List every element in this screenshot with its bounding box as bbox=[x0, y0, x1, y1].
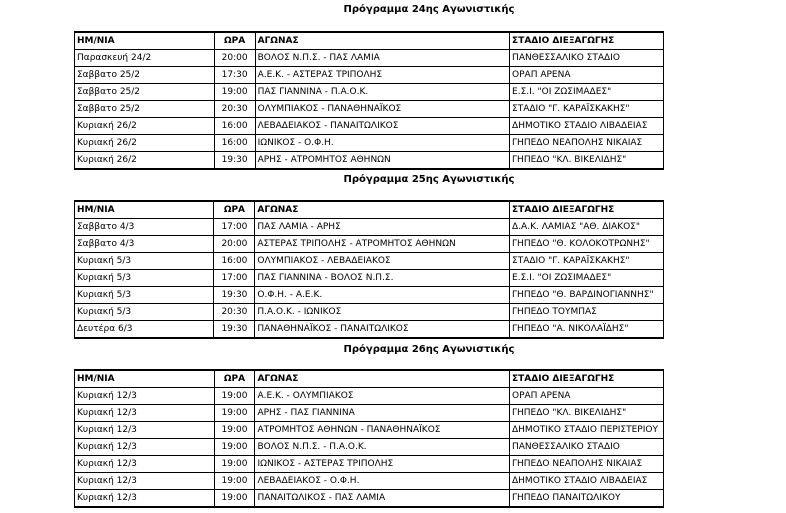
cell-time: 17:00 bbox=[214, 270, 255, 287]
cell-date: Κυριακή 26/2 bbox=[75, 118, 215, 135]
table-row bbox=[75, 101, 664, 118]
cell-match: ΠΑΣ ΓΙΑΝΝΙΝΑ - Π.Α.Ο.Κ. bbox=[255, 84, 509, 101]
cell-time: 19:30 bbox=[214, 321, 255, 339]
cell-time: 19:00 bbox=[214, 388, 255, 405]
cell-venue: ΟΡΑΠ ΑΡΕΝΑ bbox=[510, 67, 664, 84]
cell-time: 20:30 bbox=[214, 101, 255, 118]
cell-time: 19:00 bbox=[214, 490, 255, 508]
cell-date: Σαββατο 25/2 bbox=[75, 67, 215, 84]
cell-match: ΟΛΥΜΠΙΑΚΟΣ - ΠΑΝΑΘΗΝΑΪΚΟΣ bbox=[255, 101, 509, 118]
table-row bbox=[75, 388, 664, 405]
cell-match: ΒΟΛΟΣ Ν.Π.Σ. - Π.Α.Ο.Κ. bbox=[255, 439, 510, 456]
cell-match: ΛΕΒΑΔΕΙΑΚΟΣ - ΠΑΝΑΙΤΩΛΙΚΟΣ bbox=[255, 118, 509, 135]
table-row bbox=[75, 84, 664, 101]
cell-date: Δευτέρα 6/3 bbox=[75, 321, 214, 339]
table-row bbox=[75, 152, 664, 170]
round-25-title: Πρόγραμμα 25ης Αγωνιστικής bbox=[343, 174, 515, 185]
header-date: ΗΜ/ΝΙΑ bbox=[75, 32, 215, 50]
cell-match: ΑΣΤΕΡΑΣ ΤΡΙΠΟΛΗΣ - ΑΤΡΟΜΗΤΟΣ ΑΘΗΝΩΝ bbox=[255, 236, 510, 253]
table-row bbox=[75, 253, 664, 270]
cell-venue: ΣΤΑΔΙΟ "Γ. ΚΑΡΑΪΣΚΑΚΗΣ" bbox=[510, 101, 664, 118]
table-row bbox=[75, 490, 664, 508]
cell-venue: Ε.Σ.Ι. "ΟΙ ΖΩΣΙΜΑΔΕΣ" bbox=[510, 270, 664, 287]
cell-date: Κυριακή 5/3 bbox=[75, 287, 214, 304]
cell-venue: Δ.Α.Κ. ΛΑΜΙΑΣ "ΑΘ. ΔΙΑΚΟΣ" bbox=[510, 219, 664, 236]
cell-venue: ΔΗΜΟΤΙΚΟ ΣΤΑΔΙΟ ΛΙΒΑΔΕΙΑΣ bbox=[510, 118, 664, 135]
cell-time: 19:30 bbox=[214, 152, 255, 170]
cell-date: Κυριακή 12/3 bbox=[75, 439, 215, 456]
cell-venue: ΣΤΑΔΙΟ "Γ. ΚΑΡΑΪΣΚΑΚΗΣ" bbox=[510, 253, 664, 270]
table-row bbox=[75, 270, 664, 287]
cell-match: ΑΤΡΟΜΗΤΟΣ ΑΘΗΝΩΝ - ΠΑΝΑΘΗΝΑΪΚΟΣ bbox=[255, 422, 510, 439]
table-row bbox=[75, 135, 664, 152]
table-row bbox=[75, 287, 664, 304]
cell-venue: ΓΗΠΕΔΟ "ΚΛ. ΒΙΚΕΛΙΔΗΣ" bbox=[510, 405, 664, 422]
cell-venue: ΔΗΜΟΤΙΚΟ ΣΤΑΔΙΟ ΛΙΒΑΔΕΙΑΣ bbox=[510, 473, 664, 490]
round-24-title: Πρόγραμμα 24ης Αγωνιστικής bbox=[343, 4, 515, 15]
table-row bbox=[75, 50, 664, 67]
cell-date: Σαββατο 4/3 bbox=[75, 219, 214, 236]
cell-venue: Ε.Σ.Ι. "ΟΙ ΖΩΣΙΜΑΔΕΣ" bbox=[510, 84, 664, 101]
table-header-row bbox=[75, 370, 664, 388]
cell-date: Κυριακή 5/3 bbox=[75, 304, 214, 321]
header-time: ΩΡΑ bbox=[214, 201, 255, 219]
header-match: ΑΓΩΝΑΣ bbox=[255, 201, 510, 219]
cell-time: 17:30 bbox=[214, 67, 255, 84]
cell-date: Κυριακή 12/3 bbox=[75, 456, 215, 473]
table-row bbox=[75, 304, 664, 321]
cell-venue: ΓΗΠΕΔΟ ΤΟΥΜΠΑΣ bbox=[510, 304, 664, 321]
cell-match: ΒΟΛΟΣ Ν.Π.Σ. - ΠΑΣ ΛΑΜΙΑ bbox=[255, 50, 509, 67]
cell-date: Κυριακή 26/2 bbox=[75, 152, 215, 170]
header-date: ΗΜ/ΝΙΑ bbox=[75, 370, 215, 388]
round-26-table bbox=[74, 369, 664, 508]
table-row bbox=[75, 219, 664, 236]
header-time: ΩΡΑ bbox=[214, 370, 255, 388]
cell-time: 19:00 bbox=[214, 456, 255, 473]
cell-match: ΙΩΝΙΚΟΣ - ΑΣΤΕΡΑΣ ΤΡΙΠΟΛΗΣ bbox=[255, 456, 510, 473]
cell-time: 16:00 bbox=[214, 253, 255, 270]
table-row bbox=[75, 473, 664, 490]
cell-date: Κυριακή 5/3 bbox=[75, 253, 214, 270]
table-row bbox=[75, 405, 664, 422]
cell-match: Ο.Φ.Η. - Α.Ε.Κ. bbox=[255, 287, 510, 304]
cell-venue: ΓΗΠΕΔΟ "Θ. ΒΑΡΔΙΝΟΓΙΑΝΝΗΣ" bbox=[510, 287, 664, 304]
cell-date: Κυριακή 12/3 bbox=[75, 388, 215, 405]
header-match: ΑΓΩΝΑΣ bbox=[255, 370, 510, 388]
cell-time: 19:00 bbox=[214, 84, 255, 101]
cell-date: Κυριακή 5/3 bbox=[75, 270, 214, 287]
cell-match: ΑΡΗΣ - ΑΤΡΟΜΗΤΟΣ ΑΘΗΝΩΝ bbox=[255, 152, 509, 170]
cell-date: Παρασκευή 24/2 bbox=[75, 50, 215, 67]
cell-date: Σαββατο 25/2 bbox=[75, 101, 215, 118]
cell-venue: ΓΗΠΕΔΟ "Α. ΝΙΚΟΛΑΪΔΗΣ" bbox=[510, 321, 664, 339]
cell-date: Κυριακή 12/3 bbox=[75, 490, 215, 508]
cell-time: 19:00 bbox=[214, 439, 255, 456]
cell-time: 19:00 bbox=[214, 422, 255, 439]
cell-time: 16:00 bbox=[214, 135, 255, 152]
cell-match: Α.Ε.Κ. - ΑΣΤΕΡΑΣ ΤΡΙΠΟΛΗΣ bbox=[255, 67, 509, 84]
cell-date: Κυριακή 12/3 bbox=[75, 473, 215, 490]
cell-match: ΙΩΝΙΚΟΣ - Ο.Φ.Η. bbox=[255, 135, 509, 152]
table-row bbox=[75, 236, 664, 253]
table-row bbox=[75, 456, 664, 473]
table-row bbox=[75, 439, 664, 456]
cell-match: ΠΑΣ ΛΑΜΙΑ - ΑΡΗΣ bbox=[255, 219, 510, 236]
cell-venue: ΓΗΠΕΔΟ ΠΑΝΑΙΤΩΛΙΚΟΥ bbox=[510, 490, 664, 508]
cell-venue: ΓΗΠΕΔΟ "Θ. ΚΟΛΟΚΟΤΡΩΝΗΣ" bbox=[510, 236, 664, 253]
header-match: ΑΓΩΝΑΣ bbox=[255, 32, 509, 50]
round-25-table bbox=[74, 200, 664, 339]
cell-time: 19:00 bbox=[214, 473, 255, 490]
cell-match: ΑΡΗΣ - ΠΑΣ ΓΙΑΝΝΙΝΑ bbox=[255, 405, 510, 422]
cell-venue: ΓΗΠΕΔΟ ΝΕΑΠΟΛΗΣ ΝΙΚΑΙΑΣ bbox=[510, 135, 664, 152]
cell-match: ΠΑΝΑΙΤΩΛΙΚΟΣ - ΠΑΣ ΛΑΜΙΑ bbox=[255, 490, 510, 508]
table-row bbox=[75, 422, 664, 439]
cell-match: Π.Α.Ο.Κ. - ΙΩΝΙΚΟΣ bbox=[255, 304, 510, 321]
cell-time: 20:00 bbox=[214, 50, 255, 67]
cell-time: 17:00 bbox=[214, 219, 255, 236]
cell-time: 16:00 bbox=[214, 118, 255, 135]
cell-time: 19:00 bbox=[214, 405, 255, 422]
round-26-title: Πρόγραμμα 26ης Αγωνιστικής bbox=[343, 344, 515, 355]
table-header-row bbox=[75, 201, 664, 219]
cell-match: Α.Ε.Κ. - ΟΛΥΜΠΙΑΚΟΣ bbox=[255, 388, 510, 405]
cell-time: 20:30 bbox=[214, 304, 255, 321]
header-venue: ΣΤΑΔΙΟ ΔΙΕΞΑΓΩΓΗΣ bbox=[510, 370, 664, 388]
cell-time: 20:00 bbox=[214, 236, 255, 253]
table-header-row bbox=[75, 32, 664, 50]
cell-venue: ΠΑΝΘΕΣΣΑΛΙΚΟ ΣΤΑΔΙΟ bbox=[510, 439, 664, 456]
header-venue: ΣΤΑΔΙΟ ΔΙΕΞΑΓΩΓΗΣ bbox=[510, 32, 664, 50]
header-time: ΩΡΑ bbox=[214, 32, 255, 50]
cell-time: 19:30 bbox=[214, 287, 255, 304]
cell-date: Κυριακή 26/2 bbox=[75, 135, 215, 152]
cell-match: ΟΛΥΜΠΙΑΚΟΣ - ΛΕΒΑΔΕΙΑΚΟΣ bbox=[255, 253, 510, 270]
header-venue: ΣΤΑΔΙΟ ΔΙΕΞΑΓΩΓΗΣ bbox=[510, 201, 664, 219]
cell-match: ΛΕΒΑΔΕΙΑΚΟΣ - Ο.Φ.Η. bbox=[255, 473, 510, 490]
cell-match: ΠΑΣ ΓΙΑΝΝΙΝΑ - ΒΟΛΟΣ Ν.Π.Σ. bbox=[255, 270, 510, 287]
cell-date: Σαββατο 4/3 bbox=[75, 236, 214, 253]
cell-date: Κυριακή 12/3 bbox=[75, 405, 215, 422]
cell-venue: ΔΗΜΟΤΙΚΟ ΣΤΑΔΙΟ ΠΕΡΙΣΤΕΡΙΟΥ bbox=[510, 422, 664, 439]
cell-date: Κυριακή 12/3 bbox=[75, 422, 215, 439]
cell-venue: ΓΗΠΕΔΟ "ΚΛ. ΒΙΚΕΛΙΔΗΣ" bbox=[510, 152, 664, 170]
table-row bbox=[75, 118, 664, 135]
cell-match: ΠΑΝΑΘΗΝΑΪΚΟΣ - ΠΑΝΑΙΤΩΛΙΚΟΣ bbox=[255, 321, 510, 339]
table-row bbox=[75, 67, 664, 84]
header-date: ΗΜ/ΝΙΑ bbox=[75, 201, 214, 219]
cell-date: Σαββατο 25/2 bbox=[75, 84, 215, 101]
table-row bbox=[75, 321, 664, 339]
cell-venue: ΠΑΝΘΕΣΣΑΛΙΚΟ ΣΤΑΔΙΟ bbox=[510, 50, 664, 67]
cell-venue: ΓΗΠΕΔΟ ΝΕΑΠΟΛΗΣ ΝΙΚΑΙΑΣ bbox=[510, 456, 664, 473]
round-24-table bbox=[74, 31, 664, 170]
cell-venue: ΟΡΑΠ ΑΡΕΝΑ bbox=[510, 388, 664, 405]
